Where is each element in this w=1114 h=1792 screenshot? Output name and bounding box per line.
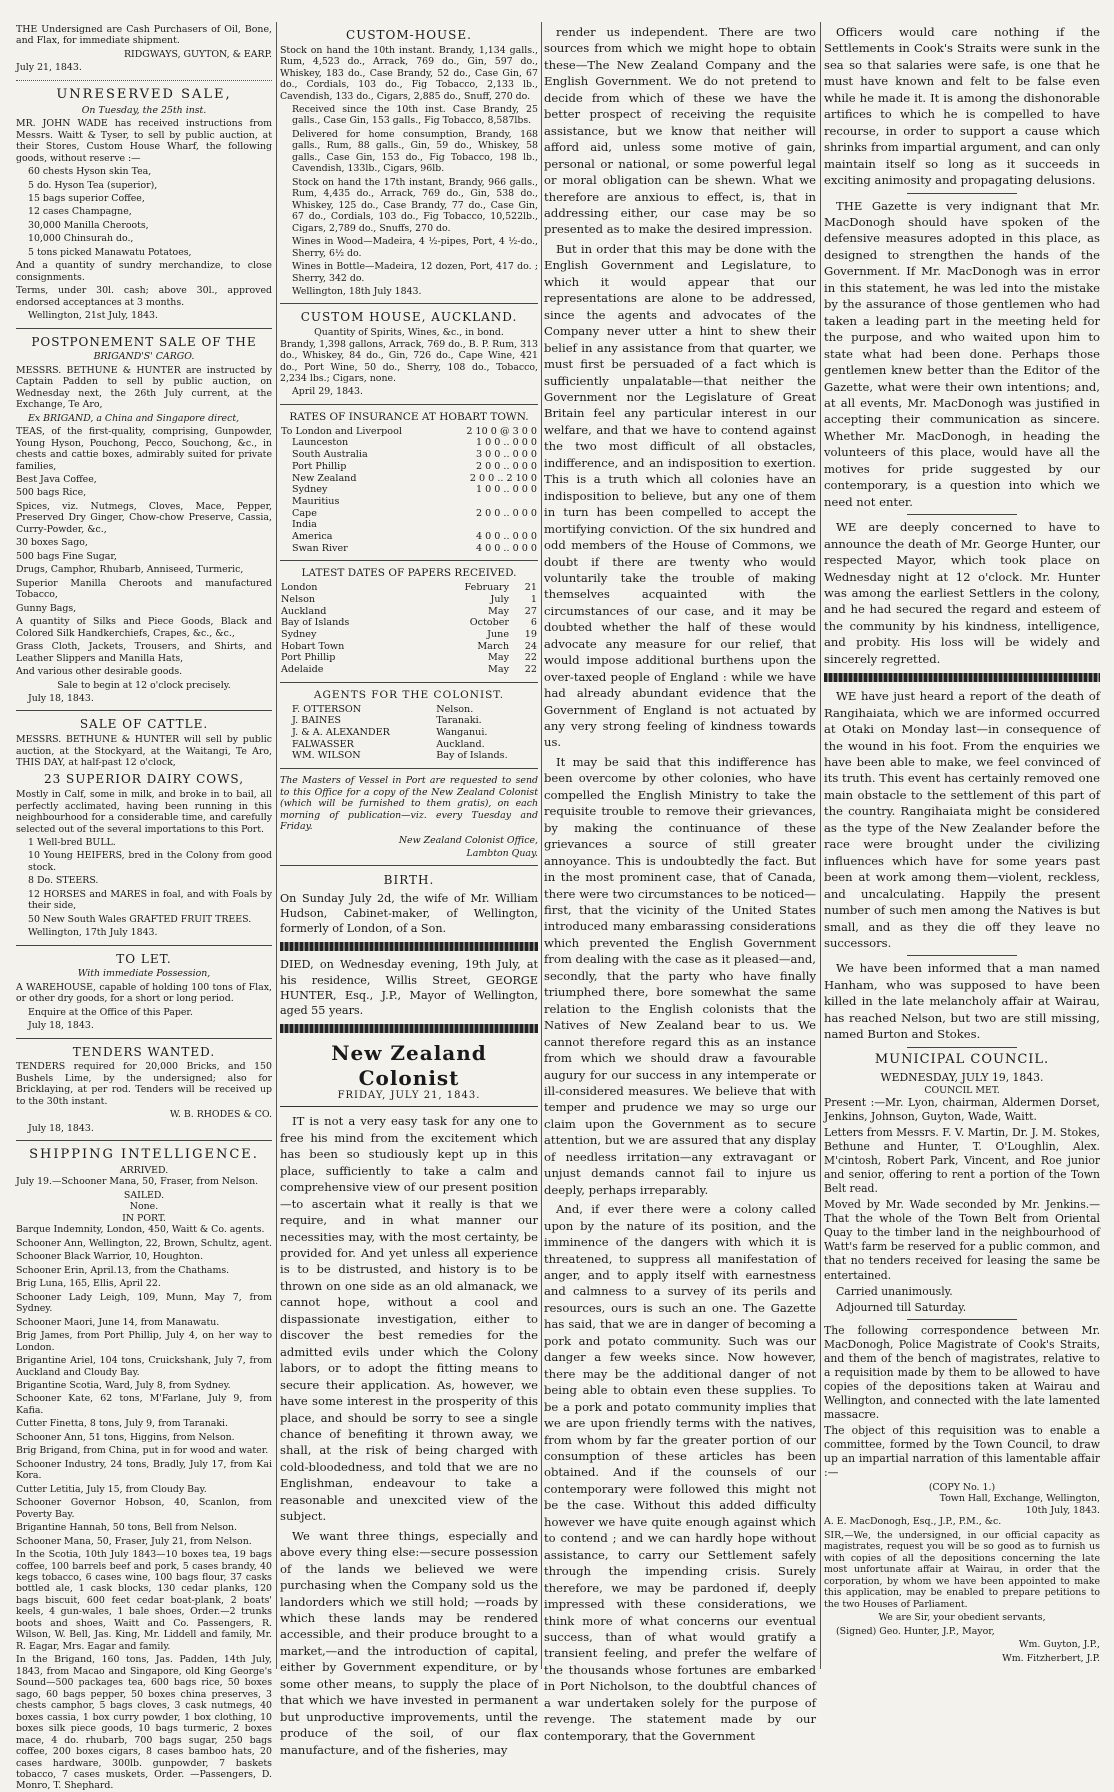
ad-title: UNRESERVED SALE, [56,86,232,102]
ad-body: Sale to begin at 12 o'clock precisely. [57,679,231,691]
letter-signature: (Signed) Geo. Hunter, J.P., Mayor, [836,1625,995,1637]
table-cell: Launceston [292,437,349,449]
table-cell: March [477,640,509,652]
ad-title: TENDERS WANTED. [72,1044,216,1059]
paragraph: Adjourned till Saturday. [836,1300,967,1314]
list-item: 10 Young HEIFERS, bred in the Colony from good stock. [28,850,272,873]
custom-house-auckland [280,310,538,397]
ad-body: A WAREHOUSE, capable of holding 100 tons of Flax, or other dry goods, for a short or long period. [16,981,272,1005]
agents [280,689,538,762]
table-row [280,461,538,473]
table-row [280,543,538,555]
table-cell: 2 0 0 .. 0 0 0 [475,460,537,472]
table-cell: America [292,531,333,543]
table-cell: 3 0 0 .. 0 0 0 [475,449,537,461]
letter-body: SIR,—We, the undersigned, in our official capacity as magistrates, request you will be so good as to furnish us with copies of all the depositions concerning the late most unfortunate affair at Wairau, in order that the corporation, by whom we have been appointed to make this application, may be enabled to prepare petitions to the two Houses of Parliament. [824,1529,1100,1610]
table-cell: May [488,652,509,664]
ad-body: MESSRS. BETHUNE & HUNTER are instructed by Captain Padden to sell by public auction, on Wednesday next, the 26th July current, at the Exchange, Te Aro, [16,364,272,411]
ornamental-rule [280,942,538,951]
ad-body: And a quantity of sundry merchandize, to close consignments. [16,260,272,283]
list-item: 50 New South Wales GRAFTED FRUIT TREES. [28,913,252,925]
table-cell: Port Phillip [292,460,347,472]
ad-signature: W. B. RHODES & CO. [169,1109,272,1121]
list-item: Drugs, Camphor, Rhubarb, Anniseed, Turmeric, [16,564,244,576]
section-title: AGENTS FOR THE COLONIST. [313,688,505,701]
list-item: Schooner Ann, 51 tons, Higgins, from Nelson. [16,1431,235,1443]
list-item: Brigantine Ariel, 104 tons, Cruickshank, July 7, from Auckland and Cloudy Bay. [16,1355,272,1378]
column-notices [280,24,538,1757]
table-row [280,594,538,606]
table-cell: Nelson. [436,703,474,715]
list-item: Schooner Governor Hobson, 40, Scanlon, from Poverty Bay. [16,1497,272,1520]
table-cell: Nelson [281,593,316,605]
list-item: 60 chests Hyson skin Tea, [28,166,152,178]
table-row [280,739,538,751]
letter-recipient: A. E. MacDonogh, Esq., J.P., P.M., &c. [824,1516,1002,1528]
list-item: Cutter Finetta, 8 tons, July 9, from Taranaki. [16,1418,229,1430]
table-cell: June [487,629,509,641]
section-title: CUSTOM-HOUSE. [346,28,472,42]
paragraph: Officers would care nothing if the Settlements in Cook's Straits were sunk in the sea so that salaries were safe, is one that he must have known and felt to be false even while he made it. It is among the dishonorable artifices to which he is compelled to have recourse, in order to support a cause which shrinks from impartial argument, and can only maintain itself so long as it succeeds in exciting animosity and propagating delusions. [824,25,1100,188]
table-cell: 2 10 0 @ 3 0 0 [466,425,537,437]
dateline: April 29, 1843. [292,386,363,398]
masters-notice [280,775,538,859]
table-cell: Sydney [292,484,328,496]
letter-signature: Wm. Fitzherbert, J.P. [1002,1652,1100,1664]
list-item: 5 do. Hyson Tea (superior), [28,179,158,191]
table-cell: 24 [524,640,537,652]
table-row [280,519,538,531]
table-row [280,437,538,449]
paragraph: render us independent. There are two sources from which we might hope to obtain these—The New Zealand Company and the English Government. We do not pretend to decide from which of these we have the better prospect of receiving the requisite assistance, but we know that neither will afford aid, unless some motive of gain, personal or national, or some powerful legal or moral obligation can be shewn. What we therefore are anxious to effect, is, that in addressing either, our case may be so presented as to make the desired impression. [544,25,816,237]
list-item: A quantity of Silks and Piece Goods, Black and Colored Silk Handkerchiefs, Crapes, &c., &c., [16,616,272,639]
ad-text: THE Undersigned are Cash Purchasers of Oil, Bone, and Flax, for immediate shipment. [16,24,272,47]
table-cell: 4 0 0 .. 0 0 0 [475,531,537,543]
table-cell: July [490,593,509,605]
list-item: 500 bags Fine Sugar, [16,550,117,562]
section-subtitle: COUNCIL MET. [924,1084,1000,1096]
list-item: Superior Manilla Cheroots and manufactured Tobacco, [16,577,272,601]
table-cell: 22 [524,652,537,664]
ad-title: TO LET. [116,951,172,966]
table-row [280,531,538,543]
list-item: 30 boxes Sago, [16,537,88,549]
ad-body: TENDERS required for 20,000 Bricks, and 150 Bushels Lime, by the undersigned; also for Bricklaying, at per rod. Tenders will be received up to the 30th instant. [16,1061,272,1107]
list-item: And various other desirable goods. [16,666,183,678]
table-cell: F. OTTERSON [292,703,362,715]
letter-closing: We are Sir, your obedient servants, [878,1612,1046,1624]
list-item: 12 HORSES and MARES in foal, and with Foals by their side, [28,888,272,912]
list-item: Gunny Bags, [16,602,77,614]
table-cell: J. BAINES [292,715,341,727]
table-cell: WM. WILSON [292,750,361,762]
table-row [280,449,538,461]
table-cell: Taranaki. [436,715,482,727]
table-cell: 1 0 0 .. 0 0 0 [475,484,537,496]
column-rule [820,22,821,1669]
table-cell: May [488,664,509,676]
table-row [280,473,538,485]
table-cell: Bay of Islands. [436,750,508,762]
agents-table [280,704,538,763]
table-cell: Sydney [281,629,317,641]
paragraph: But in order that this may be done with the English Government and Legislature, to which it would appear that our representations are alone to be addressed, since the agents and advocates of the Company never utter a hint to shew their belief in any assistance from that quarter, we must first be persuaded of a fact which is sufficiently unpalatable—that neither the Government nor the Legislature of Great Britain feel any particular interest in our welfare, and that we have to contend against the two most difficult of all obstacles, indifference, and an indisposition to exertion. This is a truth which all colonies have an indisposition to believe, but any one of them in turn has been compelled to accept the mortifying conviction. Of the six hundred and odd members of the House of Commons, we doubt if there are twenty who would voluntarily take the trouble of making themselves acquainted with the circumstances of our case, and it may be doubted whether the half of these would advocate any measure for our relief, that would impose additional burthens upon the over-taxed people of England : while we have had already abundant evidence that the Government of England is not actuated by any very strong feeling of kindness towards us. [544,241,816,750]
table-row [280,727,538,739]
table-cell: J. & A. ALEXANDER [292,727,390,739]
list-item: Brigantine Hannah, 50 tons, Bell from Nelson. [16,1522,237,1534]
table-cell: New Zealand [292,472,357,484]
list-item: Brigantine Scotia, Ward, July 8, from Sydney. [16,1379,231,1391]
list-item: Schooner Lady Leigh, 109, Munn, May 7, from Sydney. [16,1291,272,1315]
paragraph: On Sunday July 2d, the wife of Mr. William Hudson, Cabinet-maker, of Wellington, formerly of London, of a Son. [280,891,538,936]
death-notice: DIED, on Wednesday evening, 19th July, at his residence, Willis Street, GEORGE HUNTER, Esq., J.P., Mayor of Wellington, aged 55 years. [280,958,538,1018]
table-cell [442,496,538,508]
table-cell: 1 0 0 .. 0 0 0 [475,437,537,449]
table-cell: 1 [530,593,537,605]
list-item: Grass Cloth, Jackets, Trousers, and Shirts, and Leather Slippers and Manilla Hats, [16,641,272,664]
section-title: MUNICIPAL COUNCIL. [874,1051,1050,1067]
letter-heading: (COPY No. 1.) [928,1481,996,1493]
table-cell: May [488,605,509,617]
list-item: Brig James, from Port Phillip, July 4, on her way to London. [16,1330,272,1353]
ornamental-rule [824,673,1100,682]
paragraph: It may be said that this indifference has been overcome by other colonies, who have compelled the English Ministry to take the requisite trouble to remove their grievances, by making the continuance of these grievances a source of still greater annoyance. This is undoubtedly the fact. But in the most prominent case, that of Canada, there were two circumstances to be noticed—first, that the vicinity of the United States introduced many embarassing considerations which prevented the English Government from dealing with the case as it pleased—and, secondly, that the party who have finally triumphed there, bore somewhat the same relation to the English colonists that the Natives of New Zealand bear to us. We cannot therefore regard this as an instance from which we should draw a favourable augury for our success in any intemperate or ill-considered measures. We believe that with temper and prudence we may so urge our claim upon the Government as to secure attention, but we are assured that any display of needless irritation—any extravagant or unjust demands cannot fail to injure us deeply, perhaps irreparably. [544,754,816,1197]
ad-unreserved-sale [16,87,272,322]
table-cell: South Australia [292,449,368,461]
table-cell: 6 [530,617,537,629]
ad-body: MESSRS. BETHUNE & HUNTER will sell by public auction, at the Stockyard, at the Waitangi, Te Aro, THIS DAY, at half-past 12 o'clock, [16,734,272,769]
table-row [280,484,538,496]
list-item: TEAS, of the first-quality, comprising, Gunpowder, Young Hyson, Pouchong, Pecco, Souchong, &c., in chests and cattie boxes, admirably suited for private families, [16,426,272,472]
list-item: 15 bags superior Coffee, [28,193,145,205]
list-item: Schooner Mana, 50, Fraser, July 21, from Nelson. [16,1535,252,1547]
table-row [280,629,538,641]
section-title: LATEST DATES OF PAPERS RECEIVED. [301,567,517,580]
table-cell: Port Phillip [281,652,336,664]
paragraph: And, if ever there were a colony called upon by the nature of its position, and the imminence of the dangers with which it is threatened, to suppress all manifestation of anger, and to apply itself with earnestness and calmness to a survey of its perils and resources, ours is such an one. The Gazette has said, that we are in danger of becoming a pork and potato community. Such was our danger a few weeks since. Now however, there may be the additional danger of not being able to obtain even these supplies. To be a pork and potato community implies that we are upon friendly terms with the natives, from whom by far the greater portion of our consumption of these articles has been obtained. And if the counsels of our contemporary were followed this might not be the case. Without this added difficulty however we have quite enough against which to contend ; and we can hardly hope without assistance, to carry our Settlement safely through the impending crisis. Surely therefore, we may be pardoned if, deeply impressed with these considerations, we think more of what concerns our eventual success, than of what would gratify a transient feeling, and prefer the welfare of the thousands whose fortunes are embarked in Port Nicholson, to the doubtful chances of a war undertaken solely for the purpose of revenge. The statement made by our contemporary, that the Government [544,1202,816,1743]
table-cell: Adelaide [281,664,324,676]
paragraph: We have been informed that a man named Hanham, who was supposed to have been killed in the late melancholy affair at Wairau, has reached Nelson, but two are still missing, named Burton and Stokes. [824,961,1100,1042]
table-cell: 19 [524,629,537,641]
masthead-date: FRIDAY, JULY 21, 1843. [280,1090,538,1107]
column-rule [276,22,277,1669]
column-rule [541,22,542,1669]
table-cell: 21 [524,582,537,594]
ad-body: Ex BRIGAND, a China and Singapore direct, [28,412,240,424]
list-item: 500 bags Rice, [16,487,87,499]
list-item: 30,000 Manilla Cheroots, [28,219,149,231]
list-item: Barque Indemnity, London, 450, Waitt & Co. agents. [16,1224,265,1236]
dateline: Wellington, 18th July 1843. [292,286,422,297]
letter-signature: Wm. Guyton, J.P., [1018,1639,1100,1651]
table-row [280,496,538,508]
table-cell: Auckland. [436,738,485,750]
list-item: 8 Do. STEERS. [28,875,99,887]
municipal-council [824,1052,1100,1664]
section-title: SHIPPING INTELLIGENCE. [29,1147,259,1163]
table-cell: Auckland [281,605,327,617]
ornamental-rule [280,1024,538,1033]
table-cell: Hobart Town [281,640,345,652]
shipping-intelligence [16,1147,272,1792]
section-title: BIRTH. [383,873,435,888]
table-cell: London [281,582,318,594]
list-item: Spices, viz. Nutmegs, Cloves, Mace, Pepper, Preserved Dry Ginger, Chow-chow Preserve, Cassia, Curry-Powder, &c., [16,500,272,535]
section-subtitle: Quantity of Spirits, Wines, &c., in bond. [314,327,504,339]
paragraph: Brandy, 1,398 gallons, Arrack, 769 do., B. P. Rum, 313 do., Whiskey, 84 do., Gin, 726 do., Cape Wine, 421 do., Port Wine, 50 do., Sherry, 108 do., Tobacco, 2,234 lbs.; Cigars, none. [280,338,538,384]
table-row [280,704,538,716]
list-item: Brig Luna, 165, Ellis, April 22. [16,1278,161,1290]
table-cell: 2 0 0 .. 0 0 0 [475,507,537,519]
table-cell: FALWASSER [292,738,354,750]
ad-purchasers [16,24,272,74]
paragraph: The following correspondence between Mr. MacDonogh, Police Magistrate of Cook's Straits, and them of the bench of magistrates, relative to a requisition made by them to be allowed to have copies of the depositions taken at Wairau and Wellington, and connected with the late lamented massacre. [824,1323,1100,1421]
latest-papers [280,567,538,675]
ad-body: Mostly in Calf, some in milk, and broke in to bail, all perfectly acclimated, having been running in this neighbourhood for a considerable time, and carefully selected out of the several importations to this Port. [16,789,272,835]
list-item: 1 Well-bred BULL. [28,836,116,848]
cargo-report: In the Scotia, 10th July 1843—10 boxes tea, 19 bags coffee, 100 barrels beef and pork, 5 cases brandy, 40 kegs tobacco, 6 cases wine, 100 bags flour, 37 casks bottled ale, 1 cask blocks, 130 cedar planks, 120 bags biscuit, 600 feet cedar boat-plank, 2 boats' keels, 4 gun-wales, 1 bale shoes, Order.—2 trunks boots and shoes, Waitt and Co. Passengers, R. Wilson, W. Bell, Jas. King, Mr. Liddell and family, Mr. R. Eagar, Mrs. Eagar and family. [16,1549,272,1652]
column-advertisements [16,24,272,1792]
table-row [280,641,538,653]
letter-address: 10th July, 1843. [1025,1504,1100,1516]
ad-subtitle: With immediate Possession, [77,968,211,980]
ad-subtitle: On Tuesday, the 25th inst. [81,104,207,116]
section-subtitle: ARRIVED. [119,1165,169,1176]
ad-date: July 21, 1843. [16,62,82,74]
ad-title: POSTPONEMENT SALE OF THE [31,334,257,349]
birth-notice [280,872,538,936]
ad-tenders [16,1045,272,1134]
list-item: Brig Brigand, from China, put in for wood and water. [16,1445,269,1457]
list-item: 12 cases Champagne, [28,206,132,218]
list-item: Best Java Coffee, [16,474,97,486]
list-item: 10,000 Chinsurah do., [28,233,134,245]
ad-to-let [16,952,272,1032]
table-row [280,664,538,676]
ad-cattle-sale [16,717,272,938]
list-item: Schooner Kate, 62 tons, M'Farlane, July 9, from Kafia. [16,1393,272,1416]
table-cell: Cape [292,507,317,519]
paragraph: Present :—Mr. Lyon, chairman, Aldermen Dorset, Jenkins, Johnson, Guyton, Wade, Waitt. [824,1096,1100,1124]
paragraph: Delivered for home consumption, Brandy, 168 galls., Rum, 88 galls., Gin, 59 do., Whiskey, 58 galls., Case Gin, 153 do., Fig Tobacco, 198 lb., Cavendish, 133lb., Cigars, 96lb. [292,128,538,175]
list-item: 5 tons picked Manawatu Potatoes, [28,246,192,258]
paragraph: WE are deeply concerned to have to announce the death of Mr. George Hunter, our respected Mayor, which took place on Wednesday night at 12 o'clock. Mr. Hunter was among the earliest Settlers in the colony, and he had secured the regard and esteem of the community by his kindness, intelligence, and probity. His loss will be widely and sincerely regretted. [824,520,1100,666]
ad-body: Terms, under 30l. cash; above 30l., approved endorsed acceptances at 3 months. [16,285,272,308]
table-cell: 22 [524,664,537,676]
table-row [280,508,538,520]
list-item: Schooner Ann, Wellington, 22, Brown, Schultz, agent. [16,1237,272,1249]
paragraph: THE Gazette is very indignant that Mr. MacDonogh should have spoken of the defensive measures adopted in this place, as designed to strengthen the hands of the Government. If Mr. MacDonogh was in error in this statement, he was led into the mistake by the assurance of those gentlemen who had taken a leading part in the meeting held for the purpose, and who waited upon him to state what had been done. Perhaps those gentlemen knew better than the Editor of the Gazette, what were their own intentions; and, at all events, Mr. MacDonogh was justified in accepting their communication as sincere. Whether Mr. MacDonogh, in heading the volunteers of this place, would have all the motives for pride suggested by our contemporary, is a question into which we need not enter. [824,198,1100,509]
paragraph: Stock on hand the 10th instant. Brandy, 1,134 galls., Rum, 4,523 do., Arrack, 769 do., Gin, 597 do., Whiskey, 183 do., Case Brandy, 52 do., Case Gin, 67 do., Cordials, 103 do., Fig Tobacco, 2,133 lb., Cavendish, 133 do., Cigars, 2,885 do., Snuff, 270 do. [280,44,538,102]
ad-brigand-sale [16,335,272,705]
insurance-table [280,426,538,555]
table-row [280,617,538,629]
ad-signature: New Zealand Colonist Office, [398,834,538,846]
papers-table [280,582,538,676]
table-cell: 4 0 0 .. 0 0 0 [475,542,537,554]
paragraph: We want three things, especially and above every thing else:—secure possession of the lands we believed we were purchasing when the Company sold us the landorders which we still hold; —roads by which these lands may be rendered accessible, and their produce brought to a market,—and the introduction of capital, either by Government expenditure, or by some other means, to supply the place of that which we have invested in permanent but unproductive improvements, until the produce of the soil, of our flax manufacture, and of the fisheries, may [280,1528,538,1757]
list-item: Schooner Black Warrior, 10, Houghton. [16,1251,204,1263]
table-row [280,715,538,727]
table-cell: October [469,617,509,629]
table-row [280,750,538,762]
list-item: Schooner Industry, 24 tons, Bradly, July 17, from Kai Kora. [16,1458,272,1482]
section-subtitle: WEDNESDAY, JULY 19, 1843. [880,1070,1044,1084]
table-cell: February [464,582,509,594]
list-item: Cutter Letitia, July 15, from Cloudy Bay. [16,1483,207,1495]
table-cell: Wanganui. [436,727,488,739]
paragraph: WE have just heard a report of the death of Rangihaiata, which we are informed occurred at Otaki on Monday last—in consequence of the wound in his foot. From the enquiries we have been able to make, we feel convinced of its truth. This event has certainly removed one main obstacle to the settlement of this part of the country. Rangihaiata might be considered as the type of the New Zealander before the race were brought under the civilizing influences which have for some years past been at work among them—violent, reckless, and uncalculating. Happily the present number of such men among the Natives is but small, and as they die off they leave no successors. [824,689,1100,951]
ad-date: Wellington, 21st July, 1843. [28,310,158,322]
table-cell: Swan River [292,542,348,554]
table-row [280,582,538,594]
ad-body: Enquire at the Office of this Paper. [28,1006,193,1018]
table-cell: To London and Liverpool [281,425,402,437]
letter-address: Town Hall, Exchange, Wellington, [939,1493,1100,1505]
ad-signature: Lambton Quay. [466,847,538,859]
paragraph: Stock on hand the 17th instant, Brandy, 966 galls., Rum, 4,435 do., Arrack, 769 do., Gin, 538 do., Whiskey, 125 do., Case Brandy, 77 do., Case Gin, 67 do., Cordials, 103 do., Fig Tobacco, 10,522lb., Cigars, 2,789 do., Snuffs, 270 do. [292,176,538,234]
ad-signature: RIDGWAYS, GUYTON, & EARP. [123,48,272,60]
paragraph: Wines in Wood—Madeira, 4 ½-pipes, Port, 4 ½-do., Sherry, 6½ do. [292,236,538,259]
table-cell: 27 [524,605,537,617]
list-item: Schooner Maori, June 14, from Manawatu. [16,1316,220,1328]
list-item: None. [129,1201,159,1213]
table-row [280,606,538,618]
ad-subtitle: BRIGAND'S' CARGO. [93,351,195,363]
ad-date: July 18, 1843. [28,1020,94,1032]
masthead [280,1041,538,1107]
paragraph: The object of this requisition was to enable a committee, formed by the Town Council, to draw up an impartial narration of this lamentable affair :— [824,1423,1100,1479]
paragraph: Wines in Bottle—Madeira, 12 dozen, Port, 417 do. ; Sherry, 342 do. [292,261,538,284]
table-cell [442,519,538,531]
table-cell: India [292,519,317,531]
table-cell: Mauritius [292,495,340,507]
table-cell: Bay of Islands [281,617,350,629]
section-title: CUSTOM HOUSE, AUCKLAND. [300,310,518,325]
table-row [280,426,538,438]
column-news [824,24,1100,1669]
masthead-title: New Zealand Colonist [331,1041,487,1090]
list-item: July 19.—Schooner Mana, 50, Fraser, from Nelson. [16,1176,259,1188]
paragraph: The Masters of Vessel in Port are requested to send to this Office for a copy of the New Zealand Colonist (which will be furnished to them gratis), on each morning of publication—viz. every Tuesday and Friday. [280,775,538,833]
section-subtitle: IN PORT. [122,1212,166,1224]
insurance-rates [280,411,538,555]
cargo-report: In the Brigand, 160 tons, Jas. Padden, 14th July, 1843, from Macao and Singapore, old King George's Sound—500 packages tea, 600 bags rice, 50 boxes sago, 60 bags pepper, 50 boxes china preserves, 3 chests camphor, 5 bags cloves, 3 cask nutmegs, 40 boxes cassia, 1 box curry powder, 1 box clothing, 10 boxes silk piece goods, 10 bags turmeric, 2 boxes mace, 4 do. rhubarb, 700 bags sugar, 250 bags coffee, 200 boxes cigars, 8 cases bamboo hats, 20 cases hardware, 300lb. gunpowder, 7 baskets tobacco, 7 cases muskets, Order. —Passengers, D. Monro, T. Shephard. [16,1654,272,1792]
table-cell: 2 0 0 .. 2 10 0 [469,472,537,484]
paragraph: Letters from Messrs. F. V. Martin, Dr. J. M. Stokes, Bethune and Hunter, T. O'Loughlin, Alex. M'cintosh, Robert Park, Vincent, and Roe junior and senior, offering to rent a portion of the Town Belt read. [824,1126,1100,1196]
custom-house [280,28,538,297]
section-subtitle: SAILED. [123,1189,165,1201]
paragraph: IT is not a very easy task for any one to free his mind from the excitement which has been so studiously kept up in this place, sufficiently to take a calm and comprehensive view of our present position—to ascertain what it really is that we require, and in what manner our necessities may, with the most certainty, be provided for. And yet unless all experience is to be distrusted, and history is to be thrown on one side as an old almanack, we cannot hope, without a cool and dispassionate investigation, either to discover the best remedies for the admitted evils under which the Colony labors, or to adopt the fitting means to secure their application. As, however, we have some interest in the prosperity of this place, and should be sorry to see a single chance of benefiting it thrown away, we shall, at the risk of being charged with cold-bloodedness, and told that we are no Englishman, endeavour to take a reasonable and unexcited view of the subject. [280,1114,538,1524]
paragraph: Carried unanimously. [836,1284,953,1298]
ad-title: SALE OF CATTLE. [79,717,209,732]
table-row [280,652,538,664]
leading-article [280,1113,538,1758]
list-item: Schooner Erin, April.13, from the Chathams. [16,1264,230,1276]
ad-date: July 18, 1843. [28,692,94,704]
ad-date: Wellington, 17th July 1843. [28,927,158,939]
paragraph: Moved by Mr. Wade seconded by Mr. Jenkins.—That the whole of the Town Belt from Oriental Quay to the timber land in the neighbourhood of Watt's farm be reserved for a public common, and that no tenders received for leasing the same be entertained. [824,1198,1100,1282]
ad-body: MR. JOHN WADE has received instructions from Messrs. Waitt & Tyser, to sell by public auction, at their Stores, Custom House Wharf, the following goods, without reserve :— [16,118,272,164]
column-editorial [544,24,816,1743]
paragraph: Received since the 10th inst. Case Brandy, 25 galls., Case Gin, 153 galls., Fig Tobacco, 8,587lbs. [292,103,538,127]
ad-date: July 18, 1843. [28,1122,94,1134]
ad-subtitle: 23 SUPERIOR DAIRY COWS, [43,772,245,787]
section-title: RATES OF INSURANCE AT HOBART TOWN. [289,410,529,423]
